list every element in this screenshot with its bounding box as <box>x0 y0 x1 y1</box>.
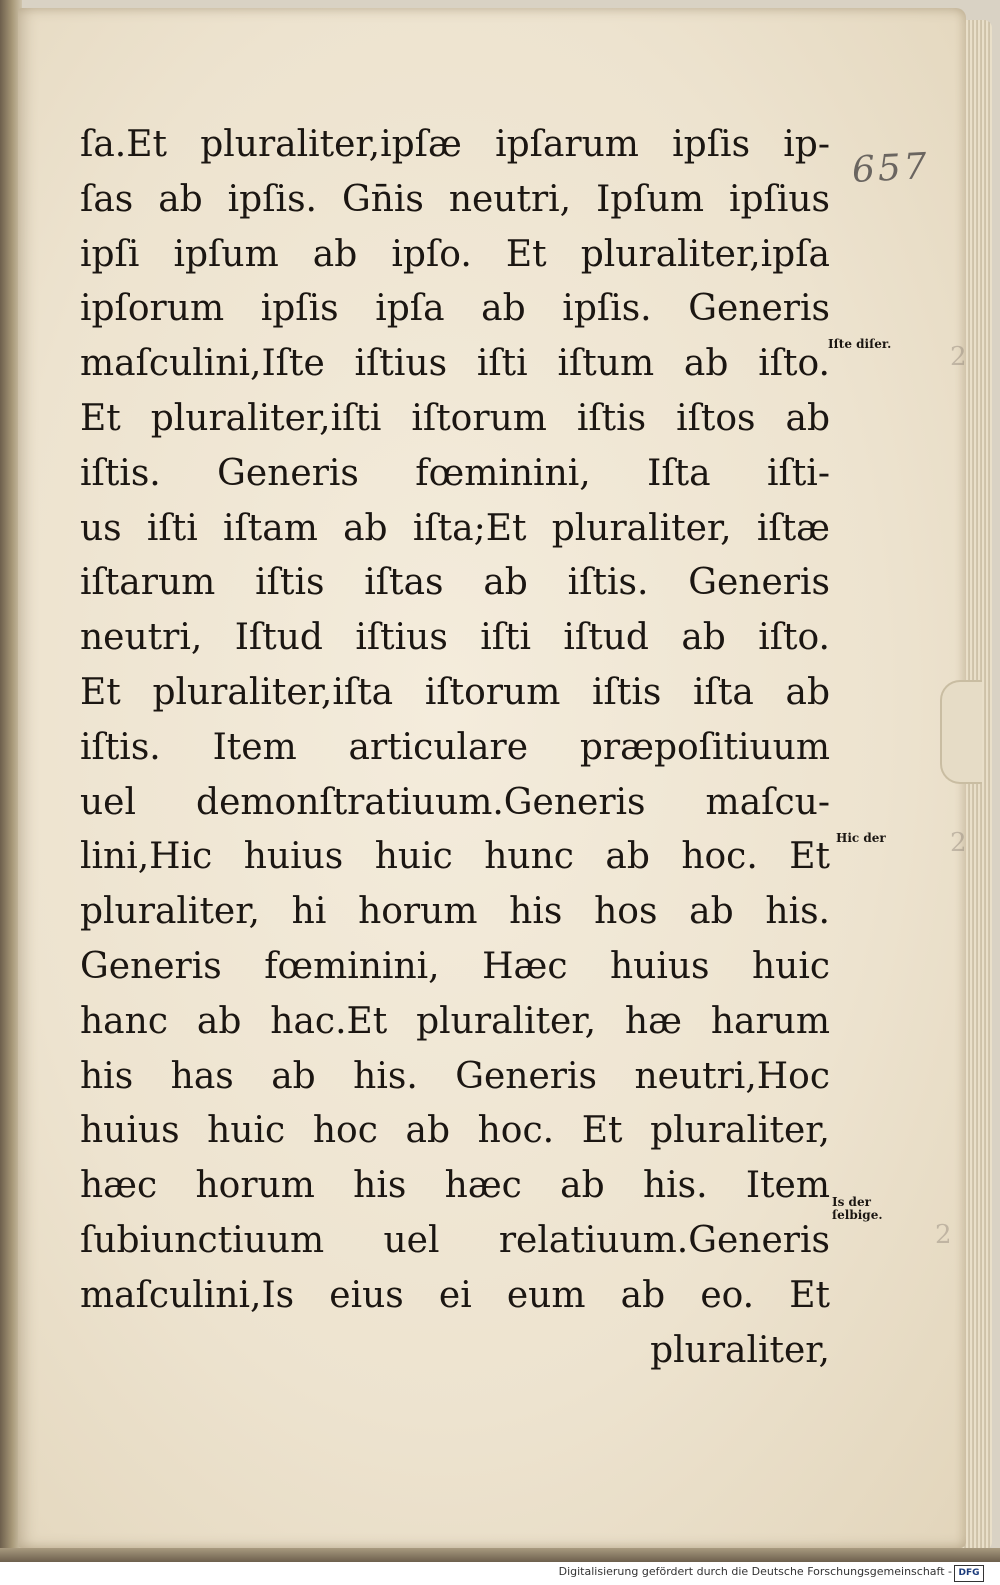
pencil-mark: 2 <box>950 342 967 372</box>
text-line: lini,Hic huius huic hunc ab hoc. Et <box>80 836 830 878</box>
text-line: iſtis. Item articulare præpoſitiuum <box>80 726 830 768</box>
text-line: hæc horum his hæc ab his. Item <box>80 1165 830 1207</box>
text-line: us iſti iſtam ab iſta;Et pluraliter, iſtæ <box>80 507 830 549</box>
text-line: iſtarum iſtis iſtas ab iſtis. Generis <box>80 562 830 604</box>
marginal-note: Iſte diſer. <box>828 337 892 351</box>
catchword: pluraliter, <box>650 1329 830 1371</box>
text-line: maſculini,Is eius ei eum ab eo. Et <box>80 1274 830 1316</box>
text-block <box>80 118 830 1378</box>
text-line: Et pluraliter,iſti iſtorum iſtis iſtos ab <box>80 397 830 439</box>
dfg-logo-icon: DFG <box>954 1565 984 1582</box>
text-line: ſa.Et pluraliter,ipſæ ipſarum ipſis ip- <box>80 124 830 165</box>
text-line: ſas ab ipſis. Gn̄is neutri, Ipſum ipſius <box>80 178 830 220</box>
footer-band <box>0 1562 1000 1585</box>
folio-number: 657 <box>850 145 931 192</box>
text-line: Generis fœminini, Hæc huius huic <box>80 945 830 987</box>
marginal-note-text: Is der ſelbige. <box>832 1195 883 1222</box>
page-tab-notch <box>940 680 982 784</box>
text-line: Et pluraliter,iſta iſtorum iſtis iſta ab <box>80 671 830 713</box>
page-bottom-edge <box>0 1548 1000 1562</box>
page-edges <box>962 20 992 1550</box>
pencil-mark: 2 <box>935 1220 952 1250</box>
text-line: pluraliter, hi horum his hos ab his. <box>80 891 830 933</box>
text-line: ipſorum ipſis ipſa ab ipſis. Generis <box>80 288 830 330</box>
text-line: maſculini,Iſte iſtius iſti iſtum ab iſto. <box>80 343 830 385</box>
text-line: huius huic hoc ab hoc. Et pluraliter, <box>80 1110 830 1152</box>
text-line: hanc ab hac.Et pluraliter, hæ harum <box>80 1000 830 1042</box>
marginal-note <box>832 1196 912 1222</box>
text-line: his has ab his. Generis neutri,Hoc <box>80 1055 830 1097</box>
text-line: iſtis. Generis fœminini, Iſta iſti- <box>80 452 830 494</box>
text-line: neutri, Iſtud iſtius iſti iſtud ab iſto. <box>80 617 830 659</box>
footer-credit: Digitalisierung gefördert durch die Deutsche Forschungsgemeinschaft - <box>558 1565 952 1578</box>
text-line: ſubiunctiuum uel relatiuum.Generis <box>80 1219 830 1261</box>
marginal-note: Hic der <box>836 831 886 845</box>
pencil-mark: 2 <box>950 828 967 858</box>
text-line: ipſi ipſum ab ipſo. Et pluraliter,ipſa <box>80 233 830 275</box>
text-line: uel demonſtratiuum.Generis maſcu- <box>80 781 830 823</box>
